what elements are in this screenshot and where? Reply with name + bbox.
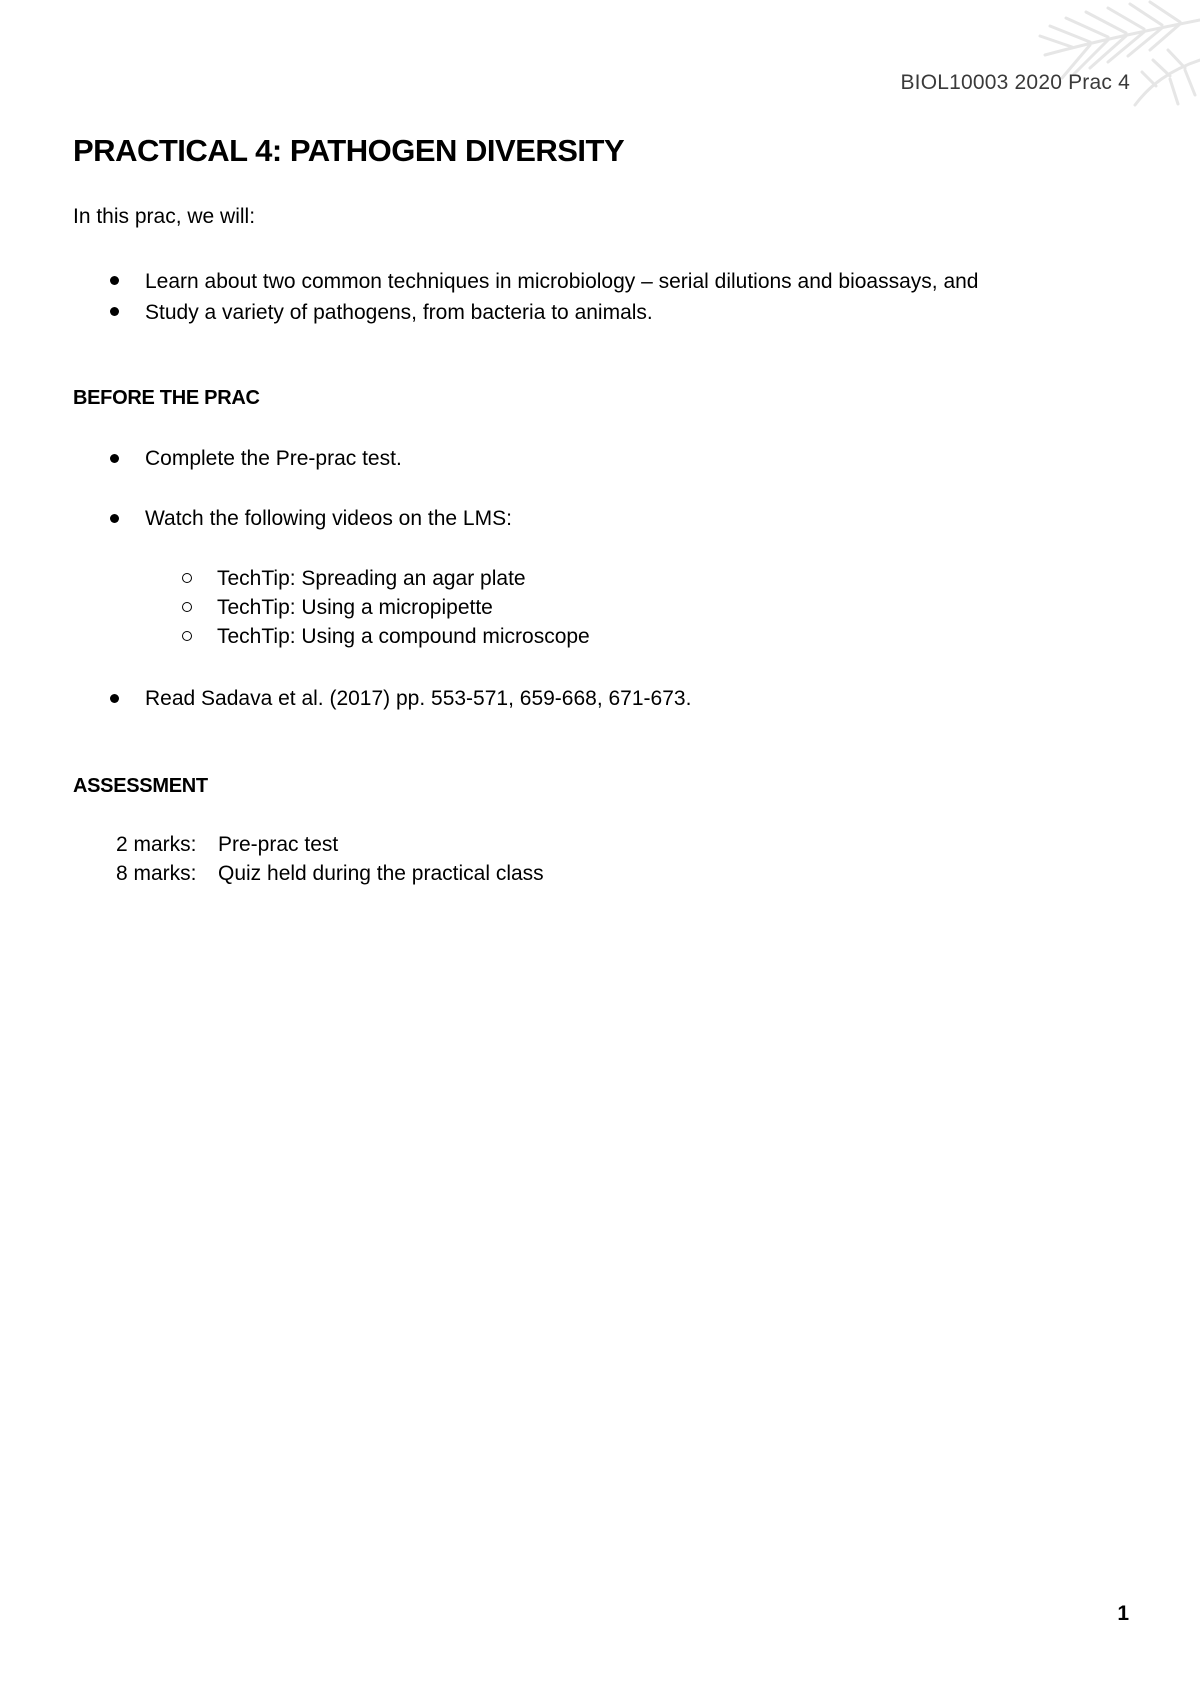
assessment-row: [116, 862, 544, 886]
list-item: [73, 444, 402, 474]
objective-text: Study a variety of pathogens, from bacteria to animals.: [145, 301, 653, 324]
assessment-item: Quiz held during the practical class: [218, 862, 544, 885]
task-text: Watch the following videos on the LMS:: [145, 507, 512, 530]
page-title: PRACTICAL 4: PATHOGEN DIVERSITY: [73, 133, 625, 168]
bullet-icon: [110, 276, 119, 285]
marks-label: 2 marks:: [116, 833, 197, 856]
marks-label: 8 marks:: [116, 862, 197, 885]
page-number: 1: [1117, 1602, 1129, 1625]
assessment-heading: ASSESSMENT: [73, 775, 208, 797]
before-prac-heading: BEFORE THE PRAC: [73, 387, 260, 409]
list-item: [73, 684, 691, 714]
header-course-code: BIOL10003 2020 Prac 4: [900, 71, 1130, 94]
video-list: [145, 564, 590, 651]
objective-text: Learn about two common techniques in microbiology – serial dilutions and bioassays, and: [145, 270, 979, 293]
task-text: Read Sadava et al. (2017) pp. 553-571, 659-668, 671-673.: [145, 687, 692, 710]
bullet-icon: [110, 454, 119, 463]
list-item: [73, 297, 978, 328]
circle-bullet-icon: [182, 631, 192, 641]
intro-text: In this prac, we will:: [73, 205, 256, 228]
before-prac-list-1: [73, 444, 402, 474]
video-title: TechTip: Spreading an agar plate: [217, 567, 526, 590]
bullet-icon: [110, 307, 119, 316]
video-title: TechTip: Using a compound microscope: [217, 625, 590, 648]
bullet-icon: [110, 514, 119, 523]
bullet-icon: [110, 694, 119, 703]
list-item: [145, 622, 590, 651]
assessment-row: [116, 833, 338, 857]
circle-bullet-icon: [182, 602, 192, 612]
video-title: TechTip: Using a micropipette: [217, 596, 493, 619]
list-item: [145, 564, 590, 593]
objectives-list: [73, 266, 978, 328]
list-item: [145, 593, 590, 622]
assessment-item: Pre-prac test: [218, 833, 339, 856]
list-item: [73, 266, 978, 297]
before-prac-list-3: [73, 684, 691, 714]
before-prac-list-2: [73, 504, 512, 534]
circle-bullet-icon: [182, 573, 192, 583]
task-text: Complete the Pre-prac test.: [145, 447, 402, 470]
list-item: [73, 504, 512, 534]
